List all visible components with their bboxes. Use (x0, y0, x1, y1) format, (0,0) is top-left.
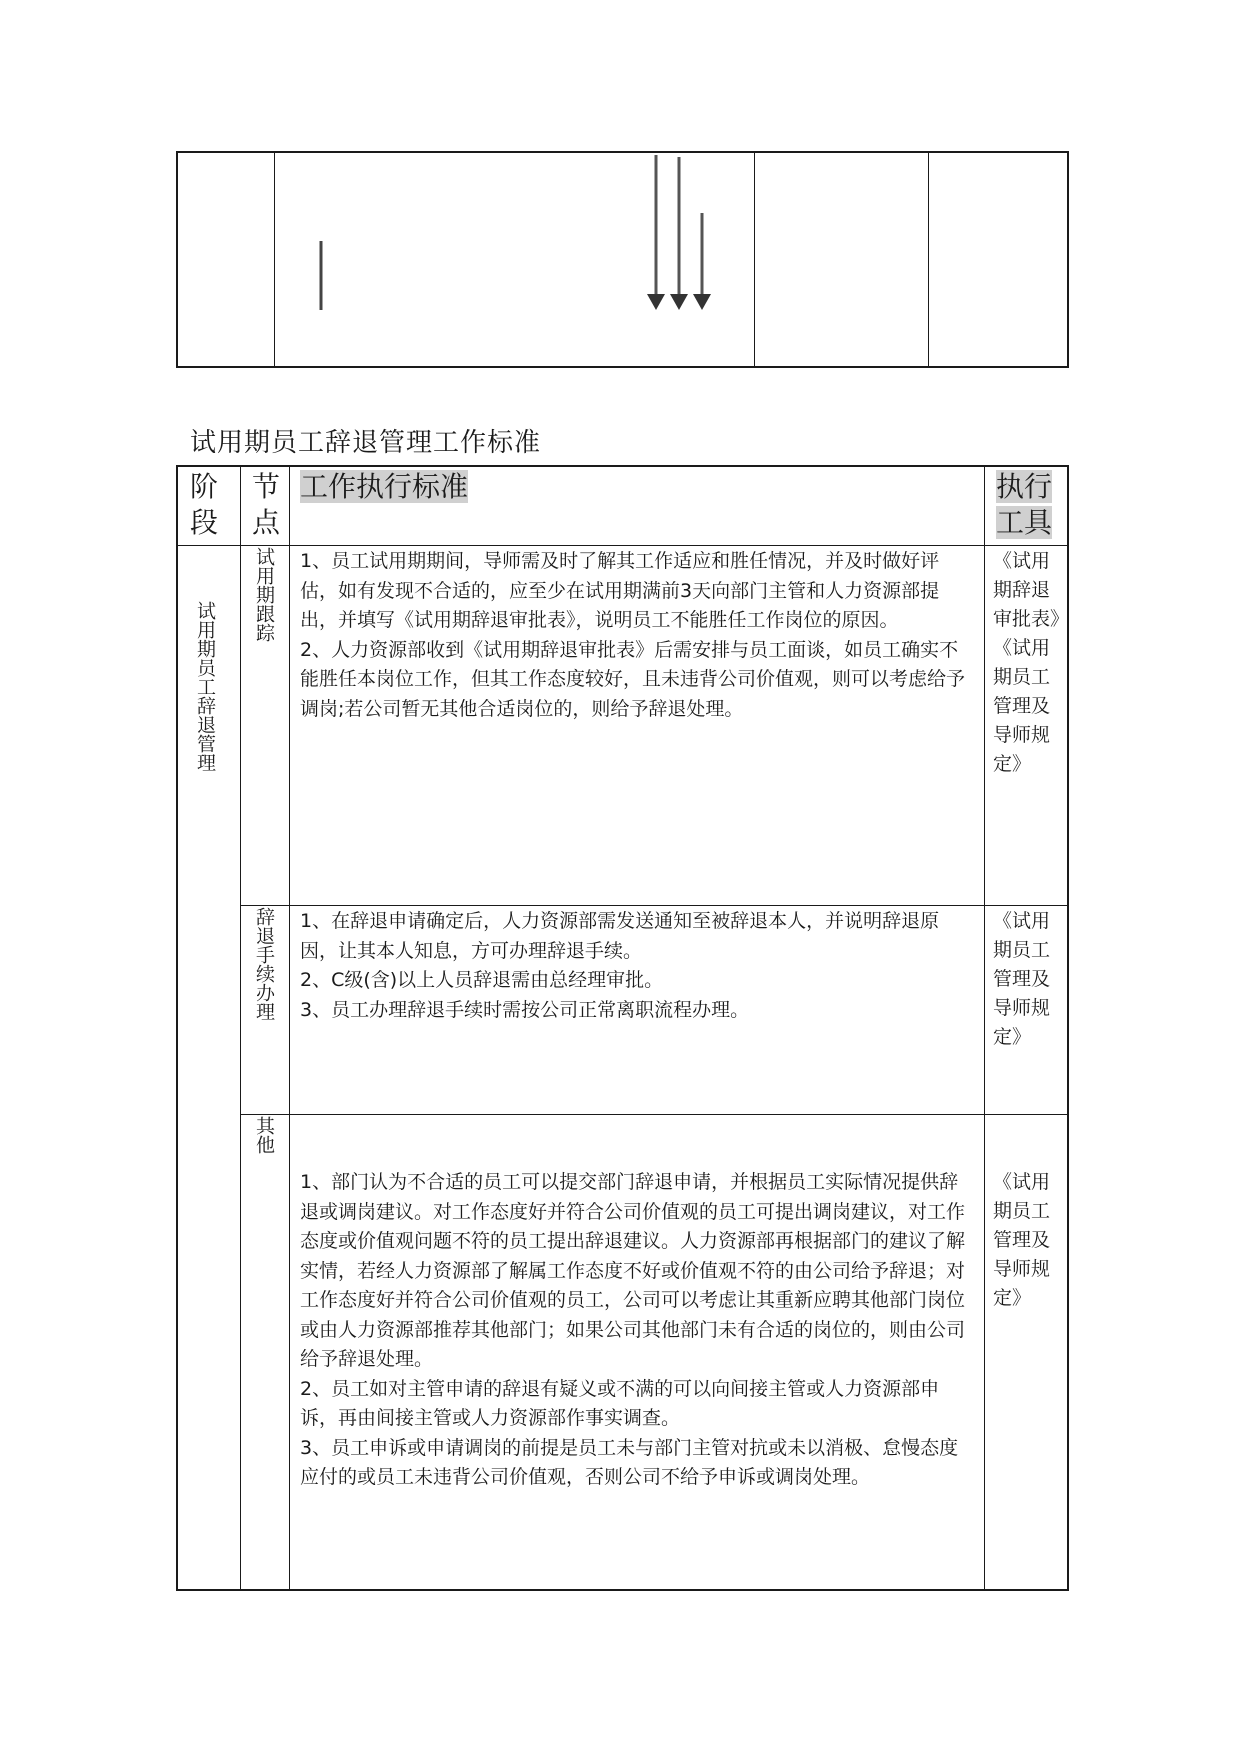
stage-label: 试用期员工辞退管理 (194, 601, 216, 772)
flow-connector (321, 241, 643, 310)
column-divider (289, 467, 290, 1591)
column-divider (240, 467, 241, 1591)
tool-cell: 《试用期辞退审批表》《试用期员工管理及导师规定》 (993, 550, 1060, 775)
node-label: 辞退手续办理 (253, 907, 275, 1021)
down-arrow-icon (693, 213, 711, 310)
work-standard-table (176, 465, 1069, 1591)
header-node: 节点 (252, 470, 281, 539)
standard-item: 2、员工如对主管申请的辞退有疑义或不满的可以向间接主管或人力资源部申诉，再由间接主管或人力资源部作事实调查。 (300, 1377, 940, 1429)
standard-item: 3、员工办理辞退手续时需按公司正常离职流程办理。 (300, 998, 750, 1021)
tool-cell: 《试用期员工管理及导师规定》 (993, 1171, 1051, 1309)
node-label: 试用期跟踪 (253, 547, 275, 642)
section-title: 试用期员工辞退管理工作标准 (190, 428, 542, 458)
header-standard: 工作执行标准 (300, 470, 469, 503)
down-arrow-icon (670, 157, 688, 310)
down-arrow-icon (647, 155, 665, 310)
row-divider (178, 545, 1069, 546)
standard-cell (300, 907, 976, 1025)
row-divider (240, 905, 1069, 906)
row-divider (240, 1114, 1069, 1115)
node-label: 其他 (253, 1116, 275, 1154)
header-tool: 执行工具 (996, 470, 1053, 539)
flowchart-fragment-table (176, 151, 1069, 368)
standard-cell (300, 1168, 976, 1493)
standard-item: 1、在辞退申请确定后，人力资源部需发送通知至被辞退本人，并说明辞退原因，让其本人知息，方可办理辞退手续。 (300, 910, 940, 962)
standard-item: 3、员工申诉或申请调岗的前提是员工未与部门主管对抗或未以消极、怠慢态度应付的或员工未违背公司价值观，否则公司不给予申诉或调岗处理。 (300, 1436, 959, 1488)
column-divider (984, 467, 985, 1591)
standard-item: 2、人力资源部收到《试用期辞退审批表》后需安排与员工面谈，如员工确实不能胜任本岗位工作，但其工作态度较好，且未违背公司价值观，则可以考虑给予调岗;若公司暂无其他合适岗位的，则给予辞退处理。 (300, 638, 966, 720)
flow-arrows-graphic (178, 153, 1071, 370)
header-stage: 阶段 (190, 470, 219, 539)
standard-item: 1、员工试用期期间，导师需及时了解其工作适应和胜任情况，并及时做好评估，如有发现不合适的，应至少在试用期满前3天向部门主管和人力资源部提出，并填写《试用期辞退审批表》，说明员工不能胜任工作岗位的原因。 (300, 550, 940, 631)
standard-item: 2、C级(含)以上人员辞退需由总经理审批。 (300, 969, 664, 991)
tool-cell: 《试用期员工管理及导师规定》 (993, 910, 1051, 1048)
standard-cell (300, 547, 976, 724)
standard-item: 1、部门认为不合适的员工可以提交部门辞退申请，并根据员工实际情况提供辞退或调岗建议。对工作态度好并符合公司价值观的员工可提出调岗建议，对工作态度或价值观问题不符的员工提出辞退建议。人力资源部再根据部门的建议了解实情，若经人力资源部了解属工作态度不好或价值观不符的由公司给予辞退；对工作态度好并符合公司价值观的员工，公司可以考虑让其重新应聘其他部门岗位或由人力资源部推荐其他部门；如果公司其他部门未有合适的岗位的，则由公司给予辞退处理。 (300, 1171, 966, 1370)
